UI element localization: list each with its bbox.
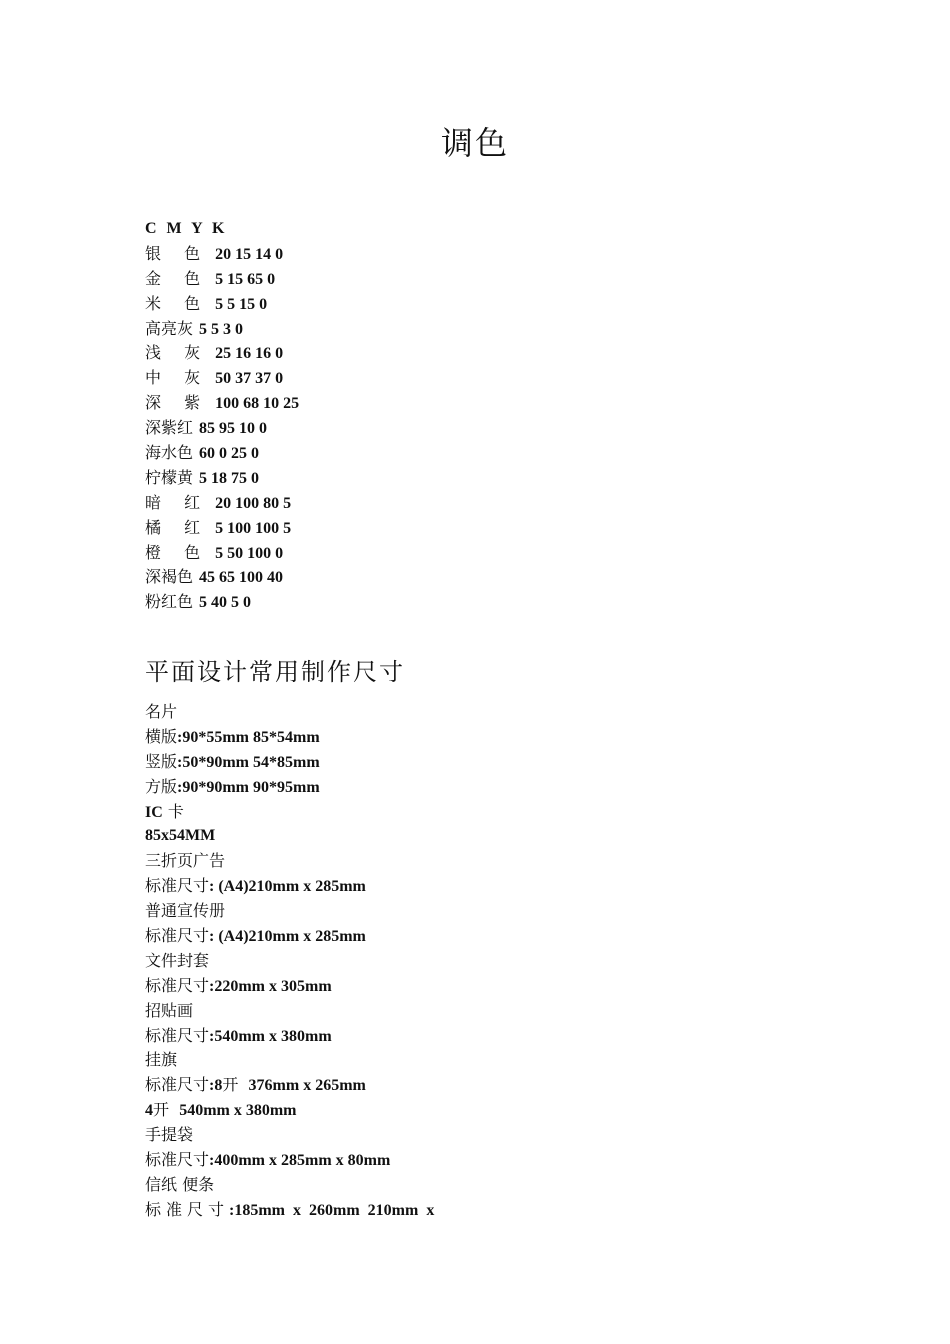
bag-title: 手提袋	[145, 1125, 194, 1145]
color-cmyk-value: 5 18 75 0	[199, 469, 260, 487]
envelope-value: :220mm x 305mm	[209, 977, 332, 995]
color-cmyk-value: 5 50 100 0	[215, 544, 284, 562]
color-row	[145, 267, 299, 292]
color-rows	[145, 242, 299, 615]
color-name: 深褐色	[145, 567, 194, 587]
color-row	[145, 242, 299, 267]
bag-label: 标准尺寸	[145, 1150, 210, 1170]
color-row	[145, 541, 299, 566]
trifold-label: 标准尺寸	[145, 876, 210, 896]
card-vertical	[145, 750, 434, 775]
brochure-value: : (A4)210mm x 285mm	[209, 928, 366, 946]
letter-value: :185mm x 260mm 210mm x	[229, 1201, 435, 1219]
color-cmyk-value: 50 37 37 0	[215, 370, 284, 388]
size-list	[145, 700, 434, 1223]
brochure-label: 标准尺寸	[145, 926, 210, 946]
color-cmyk-value: 5 15 65 0	[215, 270, 276, 288]
color-row	[145, 516, 299, 541]
envelope-label: 标准尺寸	[145, 975, 210, 995]
card-horizontal	[145, 725, 434, 750]
flag-kai-2: 开	[153, 1100, 170, 1120]
color-row	[145, 416, 299, 441]
color-cmyk-value: 60 0 25 0	[199, 445, 260, 463]
bag-size	[145, 1148, 434, 1173]
sizes-heading: 平面设计常用制作尺寸	[145, 658, 405, 686]
flag-title: 挂旗	[145, 1050, 178, 1070]
color-row	[145, 317, 299, 342]
color-cmyk-value: 20 100 80 5	[215, 494, 292, 512]
letter-title: 信纸 便条	[145, 1174, 215, 1194]
flag-value-4: 540mm x 380mm	[179, 1102, 297, 1120]
color-row	[145, 491, 299, 516]
color-row	[145, 366, 299, 391]
trifold-size	[145, 874, 434, 899]
color-name: 深紫红	[145, 418, 194, 438]
trifold-value: : (A4)210mm x 285mm	[209, 878, 366, 896]
color-name: 高亮灰	[145, 318, 194, 338]
bag-value: :400mm x 285mm x 80mm	[209, 1152, 391, 1170]
card-s-value: :90*90mm 90*95mm	[177, 778, 320, 796]
poster-value: :540mm x 380mm	[209, 1027, 332, 1045]
envelope-title: 文件封套	[145, 950, 210, 970]
card-v-label: 竖版	[145, 751, 178, 771]
color-name: 粉红色	[145, 592, 194, 612]
color-cmyk-value: 5 5 3 0	[199, 320, 244, 338]
ic-card-value: 85x54MM	[145, 827, 216, 845]
color-row	[145, 565, 299, 590]
brochure-title: 普通宣传册	[145, 901, 226, 921]
color-row	[145, 466, 299, 491]
flag-value-3: 4	[145, 1102, 153, 1120]
card-title: 名片	[145, 702, 178, 721]
color-list	[145, 217, 299, 615]
color-row	[145, 590, 299, 615]
color-cmyk-value: 25 16 16 0	[215, 345, 284, 363]
ic-bold: IC	[145, 803, 163, 821]
color-name: 中 灰	[145, 368, 210, 388]
card-h-value: :90*55mm 85*54mm	[177, 728, 320, 746]
trifold-title: 三折页广告	[145, 851, 226, 871]
page-title: 调色	[440, 124, 509, 162]
card-h-label: 横版	[145, 726, 178, 746]
flag-size-8	[145, 1073, 434, 1098]
poster-size	[145, 1024, 434, 1049]
cmyk-header: C M Y K	[145, 220, 228, 237]
card-v-value: :50*90mm 54*85mm	[177, 753, 320, 771]
color-cmyk-value: 100 68 10 25	[215, 395, 300, 413]
card-square	[145, 775, 434, 800]
color-row	[145, 441, 299, 466]
flag-size-4	[145, 1098, 434, 1123]
poster-label: 标准尺寸	[145, 1025, 210, 1045]
color-name: 银 色	[145, 243, 210, 263]
flag-value-1: :8	[209, 1077, 223, 1095]
color-name: 金 色	[145, 268, 210, 288]
flag-kai-1: 开	[222, 1075, 239, 1095]
color-cmyk-value: 5 40 5 0	[199, 594, 252, 612]
color-row	[145, 391, 299, 416]
letter-label: 标准尺寸	[145, 1199, 230, 1219]
color-cmyk-value: 85 95 10 0	[199, 420, 268, 438]
ic-card-title	[145, 800, 434, 825]
envelope-size	[145, 974, 434, 999]
color-name: 橙 色	[145, 542, 210, 562]
color-name: 海水色	[145, 443, 194, 463]
card-s-label: 方版	[145, 776, 178, 796]
color-cmyk-value: 5 5 15 0	[215, 295, 268, 313]
color-name: 深 紫	[145, 393, 210, 413]
color-name: 浅 灰	[145, 343, 210, 363]
color-row	[145, 341, 299, 366]
flag-value-2: 376mm x 265mm	[248, 1077, 366, 1095]
color-row	[145, 292, 299, 317]
color-cmyk-value: 45 65 100 40	[199, 569, 284, 587]
color-cmyk-value: 20 15 14 0	[215, 245, 284, 263]
color-name: 暗 红	[145, 492, 210, 512]
color-name: 橘 红	[145, 517, 210, 537]
letter-size	[145, 1198, 434, 1223]
color-cmyk-value: 5 100 100 5	[215, 519, 292, 537]
color-name: 柠檬黄	[145, 467, 194, 487]
brochure-size	[145, 924, 434, 949]
poster-title: 招贴画	[145, 1000, 194, 1020]
color-name: 米 色	[145, 293, 210, 313]
ic-text: 卡	[167, 801, 184, 821]
flag-label: 标准尺寸	[145, 1075, 210, 1095]
